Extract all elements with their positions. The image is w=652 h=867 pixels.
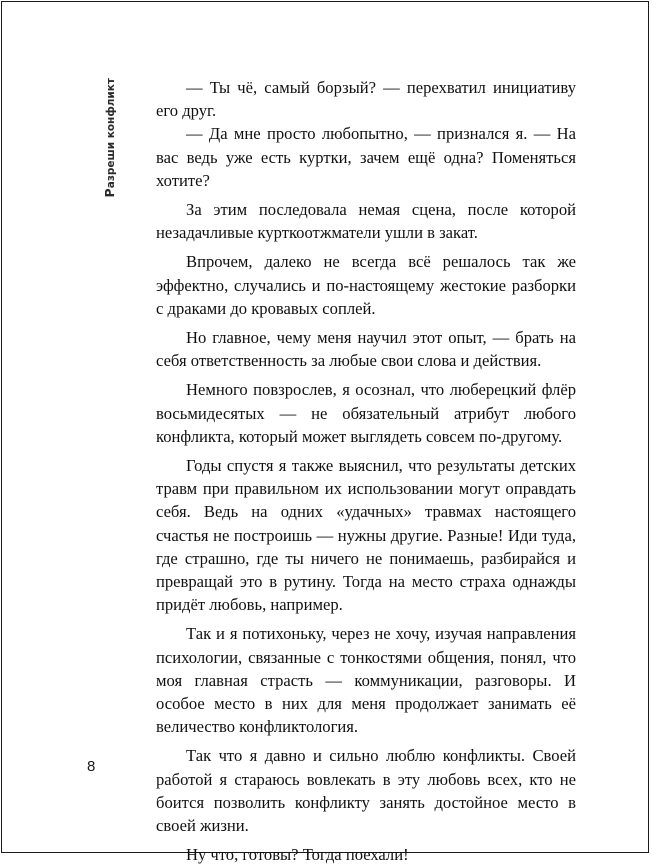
- paragraph: Так и я потихоньку, через не хочу, изучая направления психологии, связанные с тонкостями общения, понял, что моя главная страсть — коммуникации, разговоры. И особое место в них для меня продолжает занимать её величество конфликтология.: [156, 624, 576, 737]
- paragraph: За этим последовала немая сцена, после которой незадачливые курткоотжматели ушли в закат.: [156, 200, 576, 243]
- running-head: [102, 78, 117, 197]
- body-text: [156, 76, 576, 867]
- paragraph: Так что я давно и сильно люблю конфликты. Своей работой я стараюсь вовлекать в эту любовь всех, кто не боится позволить конфликту занять достойное место в своей жизни.: [156, 746, 576, 836]
- paragraph: Но главное, чему меня научил этот опыт, — брать на себя ответственность за любые свои слова и действия.: [156, 328, 576, 371]
- book-page: [1, 1, 649, 865]
- running-head-initial: Р: [102, 188, 117, 198]
- page-number: 8: [87, 758, 96, 775]
- paragraph: Ну что, готовы? Тогда поехали!: [186, 845, 409, 865]
- paragraph: — Да мне просто любопытно, — признался я. — На вас ведь уже есть куртки, зачем ещё одна? Поменяться хотите?: [156, 124, 576, 190]
- paragraph: Годы спустя я также выяснил, что результаты детских травм при правильном их использовании могут оправдать себя. Ведь на одних «удачных» травмах настоящего счастья не построишь — нужны другие. Разные! Иди туда, где страшно, где ты ничего не понимаешь, разбирайся и превращай это в рутину. Тогда на место страха однажды придёт любовь, например.: [156, 456, 576, 615]
- paragraph: Впрочем, далеко не всегда всё решалось так же эффектно, случались и по-настоящему жестокие разборки с драками до кровавых соплей.: [156, 252, 576, 318]
- running-head-rest: азреши конфликт: [105, 78, 117, 189]
- paragraph: — Ты чё, самый борзый? — перехватил инициативу его друг.: [156, 78, 576, 121]
- paragraph: Немного повзрослев, я осознал, что люберецкий флёр восьмидесятых — не обязательный атрибут любого конфликта, который может выглядеть совсем по-другому.: [156, 380, 576, 446]
